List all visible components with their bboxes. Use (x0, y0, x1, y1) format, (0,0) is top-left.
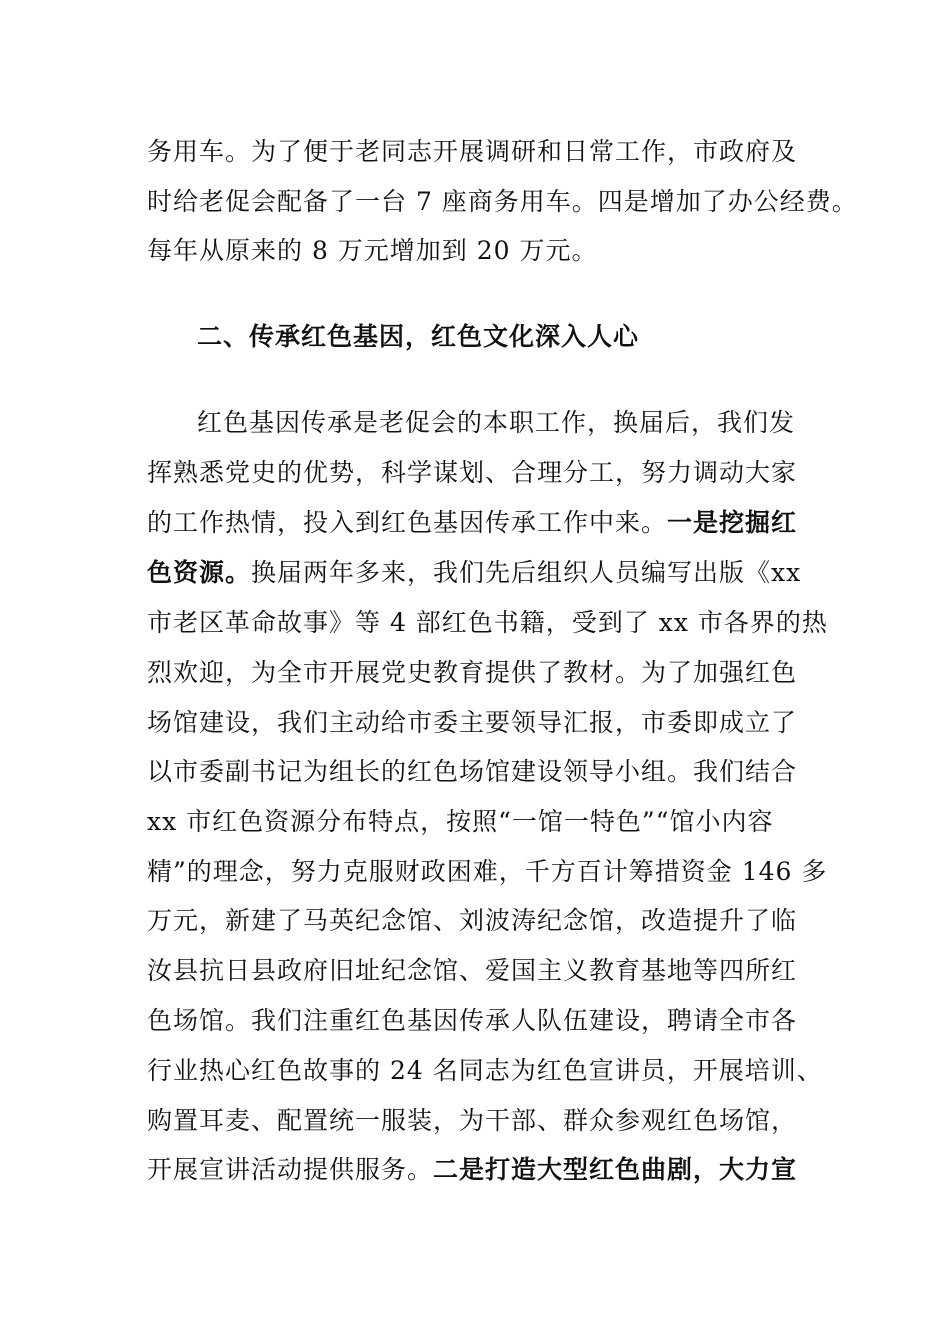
paragraph-line: 红色基因传承是老促会的本职工作，换届后，我们发 (197, 408, 796, 437)
bold-point-label: 二是打造大型红色曲剧，大力宣 (433, 1155, 798, 1184)
section-heading: 二、传承红色基因，红色文化深入人心 (197, 322, 640, 351)
paragraph-line: 汝县抗日县政府旧址纪念馆、爱国主义教育基地等四所红 (147, 956, 798, 985)
paragraph-text: 换届两年多来，我们先后组织人员编写出版《xx (251, 558, 802, 587)
paragraph-line (147, 558, 801, 588)
paragraph-line: xx 市红色资源分布特点，按照“一馆一特色”“馆小内容 (147, 807, 774, 836)
paragraph-line: 市老区革命故事》等 4 部红色书籍，受到了 xx 市各界的热 (147, 608, 828, 637)
paragraph-line: 以市委副书记为组长的红色场馆建设领导小组。我们结合 (147, 757, 798, 786)
paragraph-line: 场馆建设，我们主动给市委主要领导汇报，市委即成立了 (147, 708, 798, 737)
paragraph-text: 开展宣讲活动提供服务。 (147, 1155, 434, 1184)
paragraph-text: 的工作热情，投入到红色基因传承工作中来。 (147, 508, 668, 537)
paragraph-line (147, 1155, 797, 1185)
paragraph-line: 每年从原来的 8 万元增加到 20 万元。 (147, 236, 598, 265)
paragraph-line: 购置耳麦、配置统一服装，为干部、群众参观红色场馆， (147, 1106, 798, 1135)
paragraph-line: 烈欢迎，为全市开展党史教育提供了教材。为了加强红色 (147, 658, 798, 687)
bold-point-label: 一是挖掘红 (667, 508, 798, 537)
paragraph-line: 行业热心红色故事的 24 名同志为红色宣讲员，开展培训、 (147, 1056, 823, 1085)
paragraph-line: 色场馆。我们注重红色基因传承人队伍建设，聘请全市各 (147, 1006, 798, 1035)
paragraph-line: 挥熟悉党史的优势，科学谋划、合理分工，努力调动大家 (147, 458, 798, 487)
paragraph-line (147, 508, 797, 538)
paragraph-line: 务用车。为了便于老同志开展调研和日常工作，市政府及 (147, 137, 798, 166)
paragraph-line: 万元，新建了马英纪念馆、刘波涛纪念馆，改造提升了临 (147, 906, 798, 935)
bold-point-label: 色资源。 (147, 558, 252, 587)
paragraph-line: 时给老促会配备了一台 7 座商务用车。四是增加了办公经费。 (147, 187, 858, 216)
paragraph-line: 精”的理念，努力克服财政困难，千方百计筹措资金 146 多 (147, 857, 828, 886)
